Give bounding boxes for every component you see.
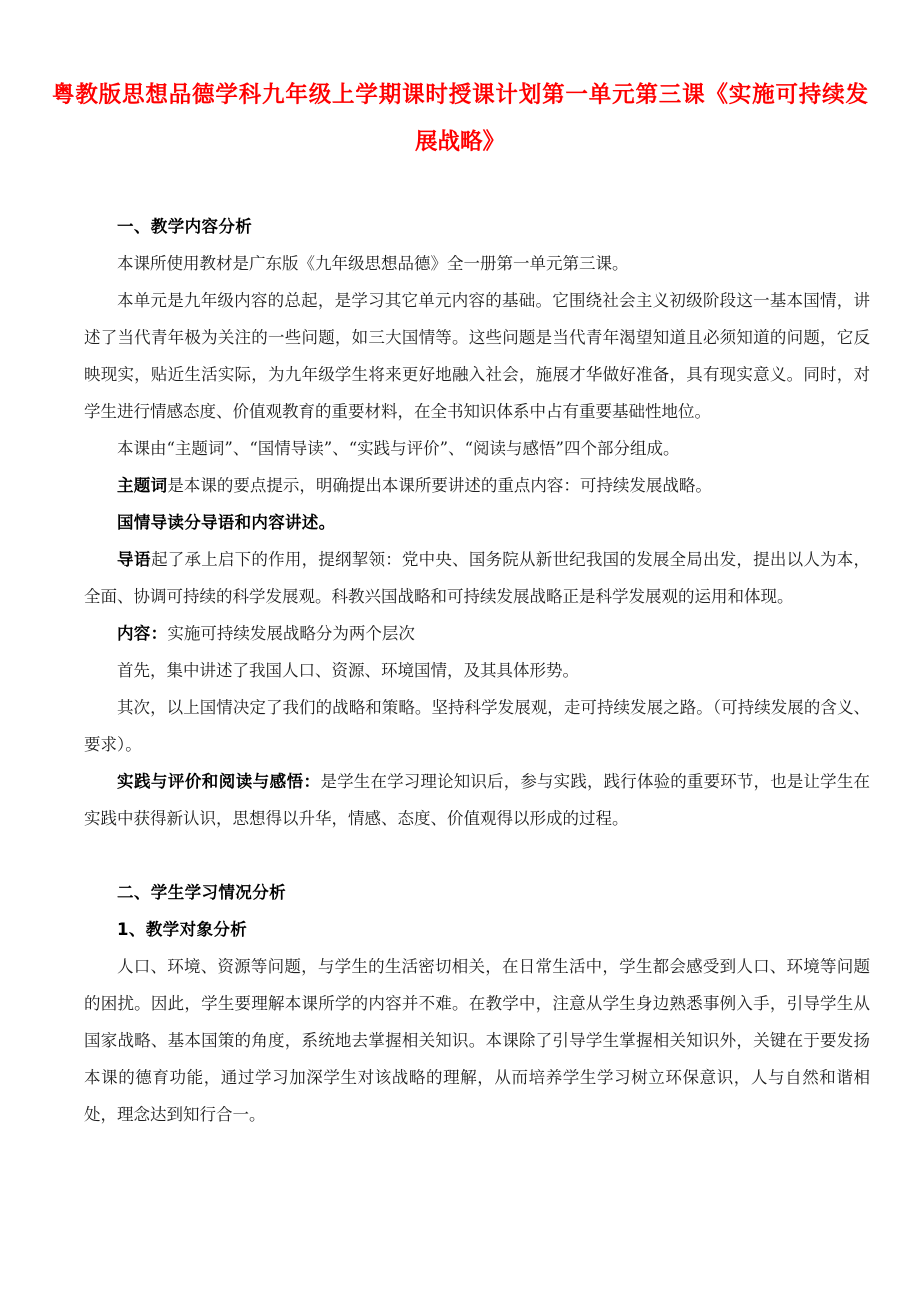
paragraph: 其次，以上国情决定了我们的战略和策略。坚持科学发展观，走可持续发展之路。（可持续发展的含义、要求）。 — [84, 698, 870, 754]
paragraph: 本单元是九年级内容的总起，是学习其它单元内容的基础。它围绕社会主义初级阶段这一基本国情，讲述了当代青年极为关注的一些问题，如三大国情等。这些问题是当代青年渴望知道且必须知道的问题，它反映现实，贴近生活实际，为九年级学生将来更好地融入社会，施展才华做好准备，具有现实意义。同时，对学生进行情感态度、价值观教育的重要材料，在全书知识体系中占有重要基础性地位。 — [84, 291, 870, 421]
paragraph-text: 是学生在学习理论知识后，参与实践，践行体验的重要环节，也是让学生在实践中获得新认识，思想得以升华，情感、态度、价值观得以形成的过程。 — [84, 772, 870, 828]
paragraph-text: 起了承上启下的作用，提纲挈领：党中央、国务院从新世纪我国的发展全局出发，提出以人为本，全面、协调可持续的科学发展观。科教兴国战略和可持续发展战略正是科学发展观的运用和体现。 — [84, 550, 871, 606]
paragraph-bold-lead: 主题词 — [117, 476, 168, 495]
section-heading-2: 二、学生学习情况分析 — [117, 883, 286, 902]
paragraph-text: 实施可持续发展战略分为两个层次 — [167, 624, 415, 643]
paragraph: 本课所使用教材是广东版《九年级思想品德》全一册第一单元第三课。 — [117, 254, 629, 273]
section-spacer — [84, 837, 870, 874]
document-body — [50, 208, 870, 1133]
paragraph — [84, 763, 870, 837]
paragraph: 首先，集中讲述了我国人口、资源、环境国情，及其具体形势。 — [117, 661, 579, 680]
section-subheading-2-1: 1、教学对象分析 — [117, 920, 248, 939]
paragraph — [84, 467, 870, 504]
page-title — [50, 72, 870, 166]
paragraph-bold-lead: 内容： — [117, 624, 168, 643]
paragraph: 本课由“主题词”、“国情导读”、“实践与评价”、“阅读与感悟”四个部分组成。 — [117, 439, 680, 458]
paragraph-bold-lead: 导语 — [117, 550, 152, 569]
document-content — [50, 72, 870, 1133]
paragraph-text: 国情导读分导语和内容讲述。 — [117, 513, 336, 532]
page-title-line-1: 粤教版思想品德学科九年级上学期课时授课计划第一单元第三课《实施可持续发 — [52, 82, 868, 108]
paragraph-text: 是本课的要点提示，明确提出本课所要讲述的重点内容：可持续发展战略。 — [167, 476, 712, 495]
paragraph — [84, 504, 870, 541]
paragraph — [84, 615, 870, 652]
paragraph-bold-lead: 实践与评价和阅读与感悟： — [117, 772, 321, 791]
paragraph: 人口、环境、资源等问题，与学生的生活密切相关，在日常生活中，学生都会感受到人口、环境等问题的困扰。因此，学生要理解本课所学的内容并不难。在教学中，注意从学生身边熟悉事例入手，引导学生从国家战略、基本国策的角度，系统地去掌握相关知识。本课除了引导学生掌握相关知识外，关键在于要发扬本课的德育功能，通过学习加深学生对该战略的理解，从而培养学生学习树立环保意识，人与自然和谐相处，理念达到知行合一。 — [84, 957, 870, 1124]
page-title-line-2: 展战略》 — [414, 129, 505, 155]
paragraph — [84, 541, 870, 615]
section-heading-1: 一、教学内容分析 — [117, 217, 253, 236]
